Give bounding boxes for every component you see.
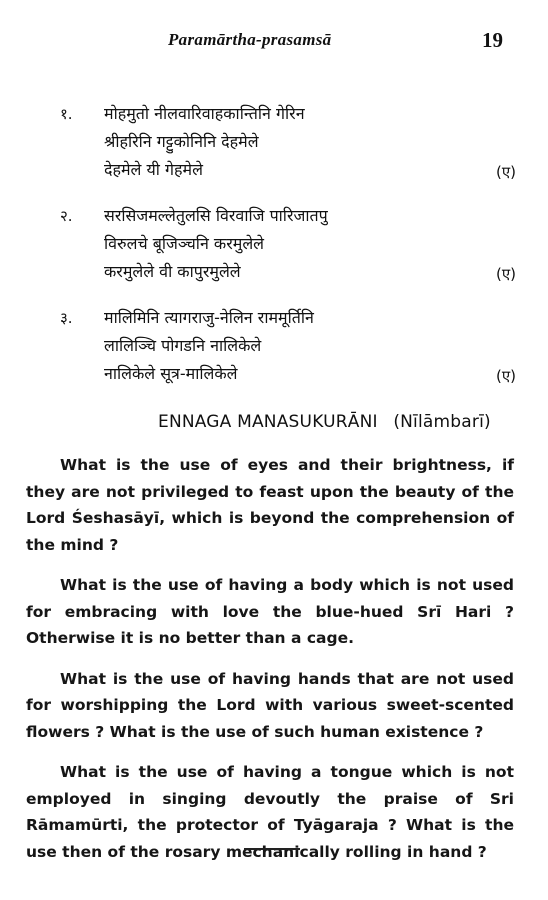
verse-number: १. [60, 105, 73, 123]
raga-name: (Nīlāmbarī) [393, 412, 491, 432]
verse-3 [0, 296, 548, 398]
verse-line: मोहमुतो नीलवारिवाहकान्तिनि गेरिन [104, 104, 305, 123]
running-title: Paramārtha-prasamsā [168, 30, 332, 49]
song-name: ENNAGA MANASUKURĀNI [158, 412, 378, 432]
paragraph: What is the use of having a body which is not used for embracing with love the blue-hued Srī Hari ? Otherwise it is no better than a cage. [26, 576, 514, 647]
verse-line: श्रीहरिनि गट्टुकोनिनि देहमेले [104, 132, 259, 151]
verse-number: ३. [60, 309, 73, 327]
verse-line: विरुलचे बूजिञ्चनि करमुलेले [104, 234, 265, 253]
verse-block [0, 92, 548, 398]
verse-line: लालिञ्चि पोगडनि नालिकेले [104, 336, 262, 355]
verse-line: नालिकेले सूत्र-मालिकेले [104, 364, 238, 383]
verse-line: करमुलेले वी कापुरमुलेले [104, 262, 241, 281]
paragraph: What is the use of having hands that are not used for worshipping the Lord with various sweet-scented flowers ? What is the use of such human existence ? [26, 669, 514, 741]
refrain-marker: (ए) [496, 265, 516, 283]
refrain-marker: (ए) [496, 163, 516, 181]
verse-line: देहमेले यी गेहमेले [104, 160, 203, 179]
refrain-marker: (ए) [496, 367, 516, 385]
verse-2 [0, 194, 548, 296]
verse-line: मालिमिनि त्यागराजु-नेलिन राममूर्तिनि [104, 308, 314, 327]
verse-line: सरसिजमल्लेतुलसि विरवाजि पारिजातपु [104, 206, 328, 225]
verse-1 [0, 92, 548, 194]
end-rule [244, 848, 300, 850]
verse-number: २. [60, 207, 73, 225]
page-header [0, 28, 548, 54]
paragraph: What is the use of having a tongue which is not employed in singing devoutly the praise of Sri Rāmamūrti, the protector of Tyāgaraja ? What is the use then of the rosary mechanically rolling in hand ? [26, 763, 514, 861]
translation-text [26, 452, 514, 879]
song-title [158, 412, 491, 432]
page-number: 19 [482, 28, 503, 52]
paragraph: What is the use of eyes and their brightness, if they are not privileged to feast upon the beauty of the Lord Śeshasāyī, which is beyond the comprehension of the mind ? [26, 456, 514, 554]
